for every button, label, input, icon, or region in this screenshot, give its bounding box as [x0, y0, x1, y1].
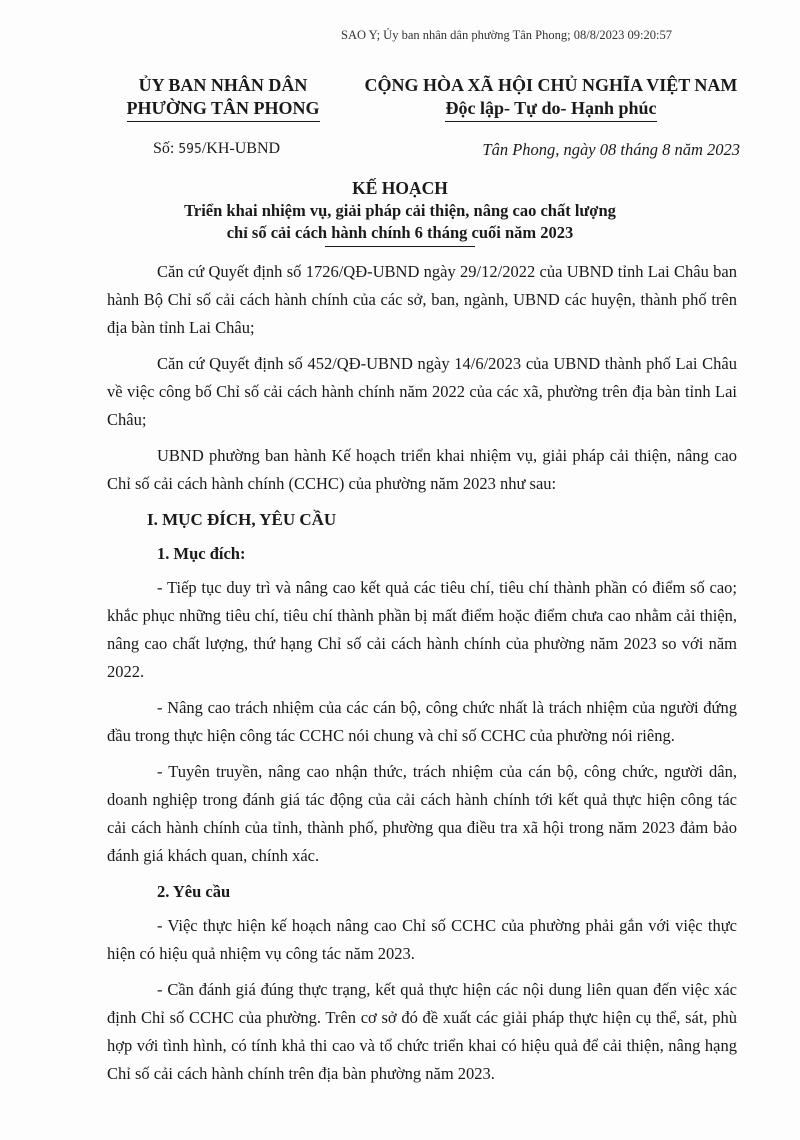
- title-line2: chỉ số cải cách hành chính 6 tháng cuối năm 2023: [226, 223, 574, 242]
- title-kind: KẾ HOẠCH: [352, 178, 448, 198]
- national-motto: Độc lập- Tự do- Hạnh phúc: [445, 97, 656, 122]
- doc-number-prefix: Số:: [153, 140, 179, 157]
- paragraph-legal-basis-1: Căn cứ Quyết định số 1726/QĐ-UBND ngày 29/12/2022 của UBND tỉnh Lai Châu ban hành Bộ Chỉ số cải cách hành chính của các sở, ban, ngành, UBND các huyện, thành phố trên địa bàn tỉnh Lai Châu;: [107, 262, 737, 337]
- subsection-heading-requirements: 2. Yêu cầu: [157, 882, 231, 901]
- digital-copy-stamp: SAO Y; Ủy ban nhân dân phường Tân Phong; 08/8/2023 09:20:57: [341, 28, 672, 42]
- paragraph-requirement-1: - Việc thực hiện kế hoạch nâng cao Chỉ số CCHC của phường phải gắn với việc thực hiện có hiệu quả nhiệm vụ công tác năm 2023.: [107, 916, 737, 963]
- title-line1: Triển khai nhiệm vụ, giải pháp cải thiện, nâng cao chất lượng: [184, 201, 616, 220]
- doc-number-suffix: /KH-UBND: [201, 140, 281, 157]
- paragraph-legal-basis-2: Căn cứ Quyết định số 452/QĐ-UBND ngày 14/6/2023 của UBND thành phố Lai Châu về việc công bố Chỉ số cải cách hành chính năm 2022 của các xã, phường trên địa bàn tỉnh Lai Châu;: [107, 354, 737, 429]
- org-name-line1: ỦY BAN NHÂN DÂN: [138, 75, 308, 95]
- document-body: [107, 258, 737, 1096]
- document-title: [0, 176, 800, 247]
- paragraph-purpose-3: - Tuyên truyền, nâng cao nhận thức, trách nhiệm của cán bộ, công chức, người dân, doanh nghiệp trong đánh giá tác động của cải cách hành chính tới kết quả thực hiện công tác cải cách hành chính của tỉnh, thành phố, phường qua điều tra xã hội trong năm 2023 đảm bảo đánh giá khách quan, chính xác.: [107, 762, 737, 865]
- paragraph-requirement-2: - Cần đánh giá đúng thực trạng, kết quả thực hiện các nội dung liên quan đến việc xác định Chỉ số CCHC của phường. Trên cơ sở đó đề xuất các giải pháp thực hiện cụ thể, sát, phù hợp với tình hình, có tính khả thi cao và tổ chức triển khai có hiệu quả để cải thiện, nâng hạng Chỉ số cải cách hành chính trên địa bàn phường năm 2023.: [107, 980, 737, 1083]
- paragraph-purpose-2: - Nâng cao trách nhiệm của các cán bộ, công chức nhất là trách nhiệm của người đứng đầu trong thực hiện công tác CCHC nói chung và chỉ số CCHC của phường nói riêng.: [107, 698, 737, 745]
- subsection-heading-purpose: 1. Mục đích:: [157, 544, 246, 563]
- issuing-organization: [108, 74, 338, 122]
- title-underline: [325, 246, 475, 247]
- document-number: [153, 140, 280, 158]
- national-title: [356, 74, 746, 122]
- section-heading-1: I. MỤC ĐÍCH, YÊU CẦU: [147, 510, 337, 529]
- org-name-line2: PHƯỜNG TÂN PHONG: [127, 97, 320, 122]
- paragraph-intro: UBND phường ban hành Kế hoạch triển khai nhiệm vụ, giải pháp cải thiện, nâng cao Chỉ số cải cách hành chính (CCHC) của phường năm 2023 như sau:: [107, 446, 737, 493]
- document-date: Tân Phong, ngày 08 tháng 8 năm 2023: [482, 140, 740, 159]
- paragraph-purpose-1: - Tiếp tục duy trì và nâng cao kết quả các tiêu chí, tiêu chí thành phần có điểm số cao; khắc phục những tiêu chí, tiêu chí thành phần bị mất điểm hoặc điểm chưa cao nhằm cải thiện, nâng cao chất lượng, thứ hạng Chỉ số cải cách hành chính của phường năm 2023 so với năm 2022.: [107, 578, 737, 681]
- nation-name: CỘNG HÒA XÃ HỘI CHỦ NGHĨA VIỆT NAM: [364, 75, 738, 95]
- doc-number-handwritten: 595: [178, 142, 202, 157]
